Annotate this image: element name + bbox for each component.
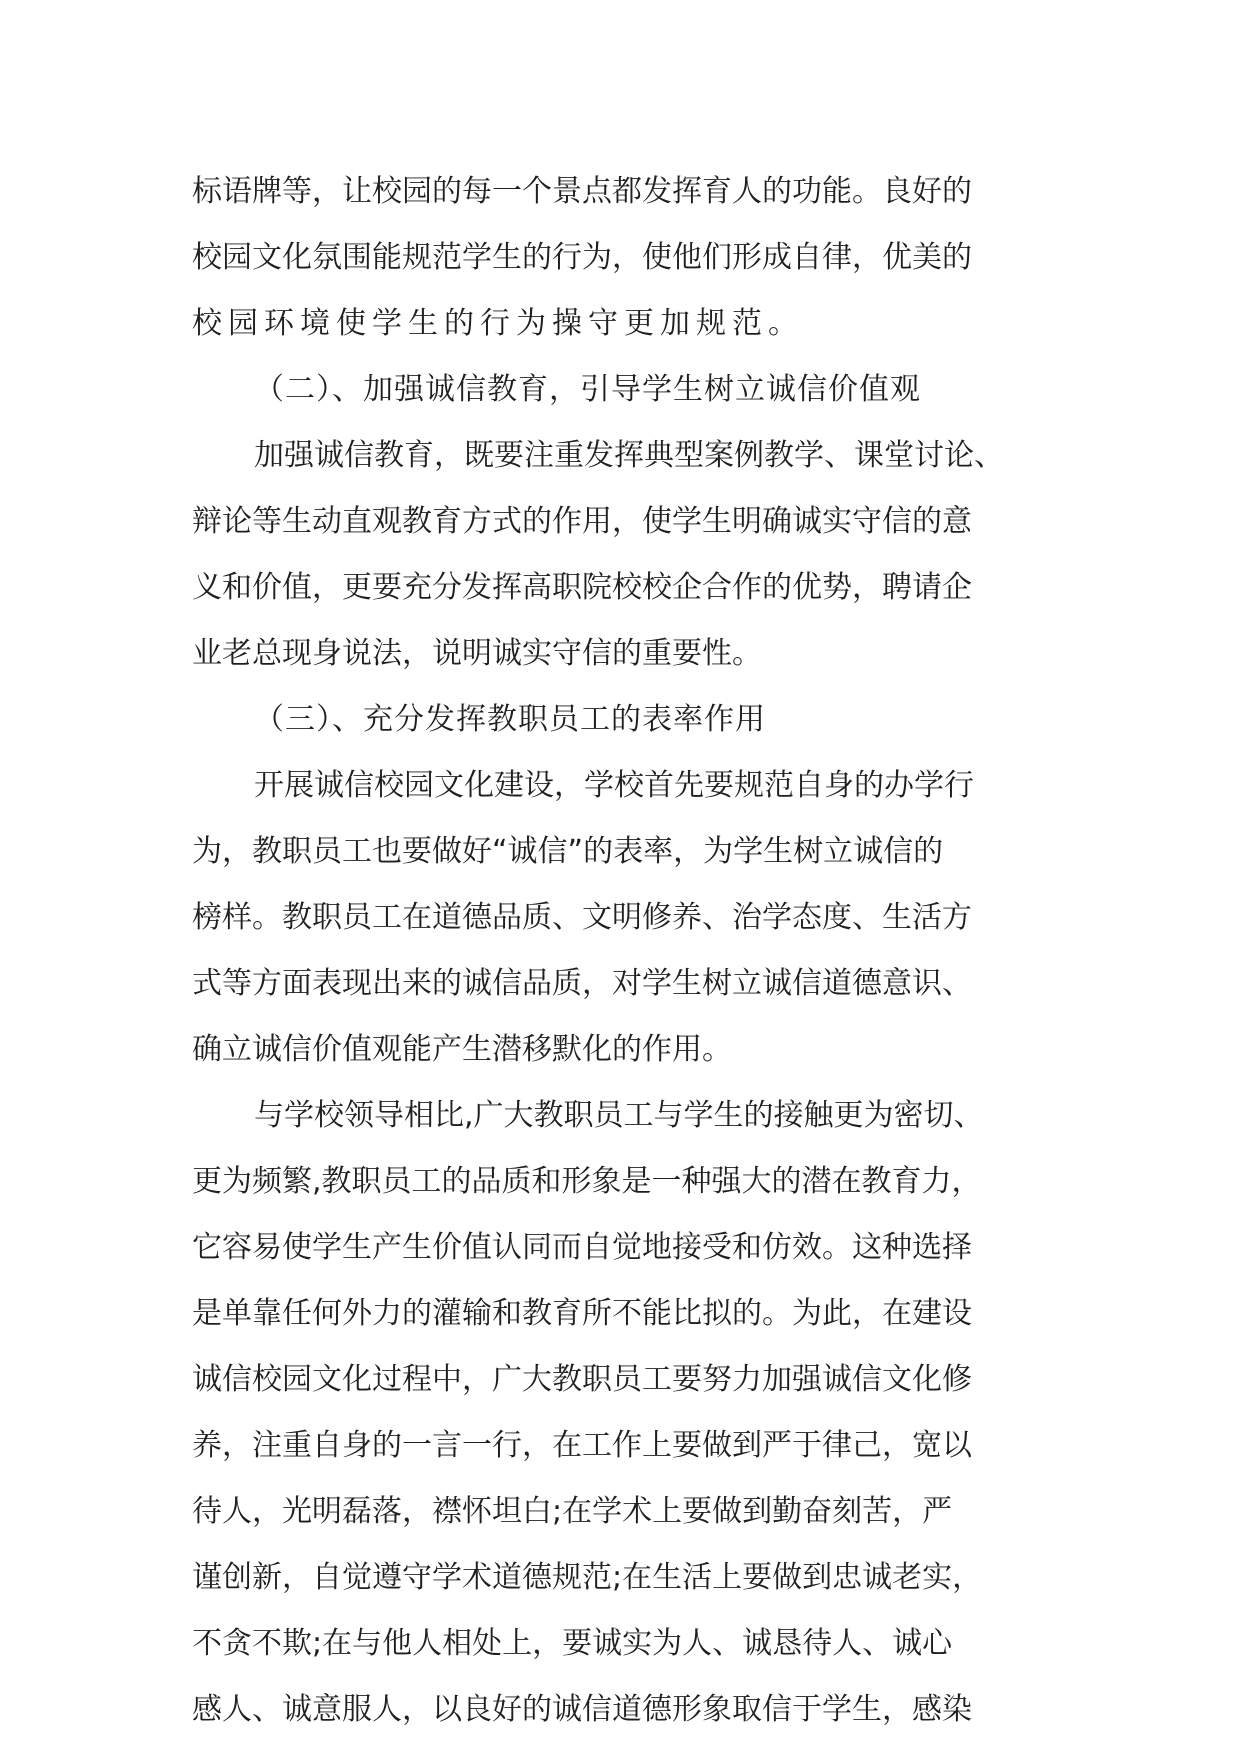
text-line: 养，注重自身的一言一行，在工作上要做到严于律己，宽以	[192, 1428, 972, 1463]
text-line: 谨创新，自觉遵守学术道德规范;在生活上要做到忠诚老实，	[192, 1560, 983, 1595]
text-line: 榜样。教职员工在道德品质、文明修养、治学态度、生活方	[192, 900, 972, 935]
text-line: 辩论等生动直观教育方式的作用，使学生明确诚实守信的意	[192, 504, 972, 539]
text-line: 校园文化氛围能规范学生的行为，使他们形成自律，优美的	[192, 240, 972, 275]
text-line: 义和价值，更要充分发挥高职院校校企合作的优势，聘请企	[192, 570, 972, 605]
text-line: 开展诚信校园文化建设，学校首先要规范自身的办学行	[254, 768, 974, 803]
text-line: 是单靠任何外力的灌输和教育所不能比拟的。为此，在建设	[192, 1296, 972, 1331]
text-line: 更为频繁,教职员工的品质和形象是一种强大的潜在教育力，	[192, 1164, 982, 1199]
text-line: 感人、诚意服人，以良好的诚信道德形象取信于学生，感染	[192, 1692, 972, 1727]
text-line: 与学校领导相比,广大教职员工与学生的接触更为密切、	[254, 1098, 984, 1133]
section-heading: （二）、加强诚信教育，引导学生树立诚信价值观	[254, 372, 921, 407]
text-line: 为，教职员工也要做好“诚信”的表率，为学生树立诚信的	[192, 834, 944, 869]
text-line: 式等方面表现出来的诚信品质，对学生树立诚信道德意识、	[192, 966, 972, 1001]
text-line: 不贪不欺;在与他人相处上，要诚实为人、诚恳待人、诚心	[192, 1626, 953, 1661]
section-heading: （三）、充分发挥教职员工的表率作用	[254, 702, 766, 737]
text-line: 待人，光明磊落，襟怀坦白;在学术上要做到勤奋刻苦，严	[192, 1494, 953, 1529]
text-line: 加强诚信教育，既要注重发挥典型案例教学、课堂讨论、	[254, 438, 1004, 473]
text-line: 诚信校园文化过程中，广大教职员工要努力加强诚信文化修	[192, 1362, 972, 1397]
text-line: 它容易使学生产生价值认同而自觉地接受和仿效。这种选择	[192, 1230, 972, 1265]
text-line: 业老总现身说法，说明诚实守信的重要性。	[192, 636, 762, 671]
text-line: 确立诚信价值观能产生潜移默化的作用。	[192, 1032, 732, 1067]
body-text	[192, 159, 1072, 1743]
text-line: 校园环境使学生的行为操守更加规范。	[192, 306, 804, 341]
text-line: 标语牌等，让校园的每一个景点都发挥育人的功能。良好的	[192, 174, 972, 209]
